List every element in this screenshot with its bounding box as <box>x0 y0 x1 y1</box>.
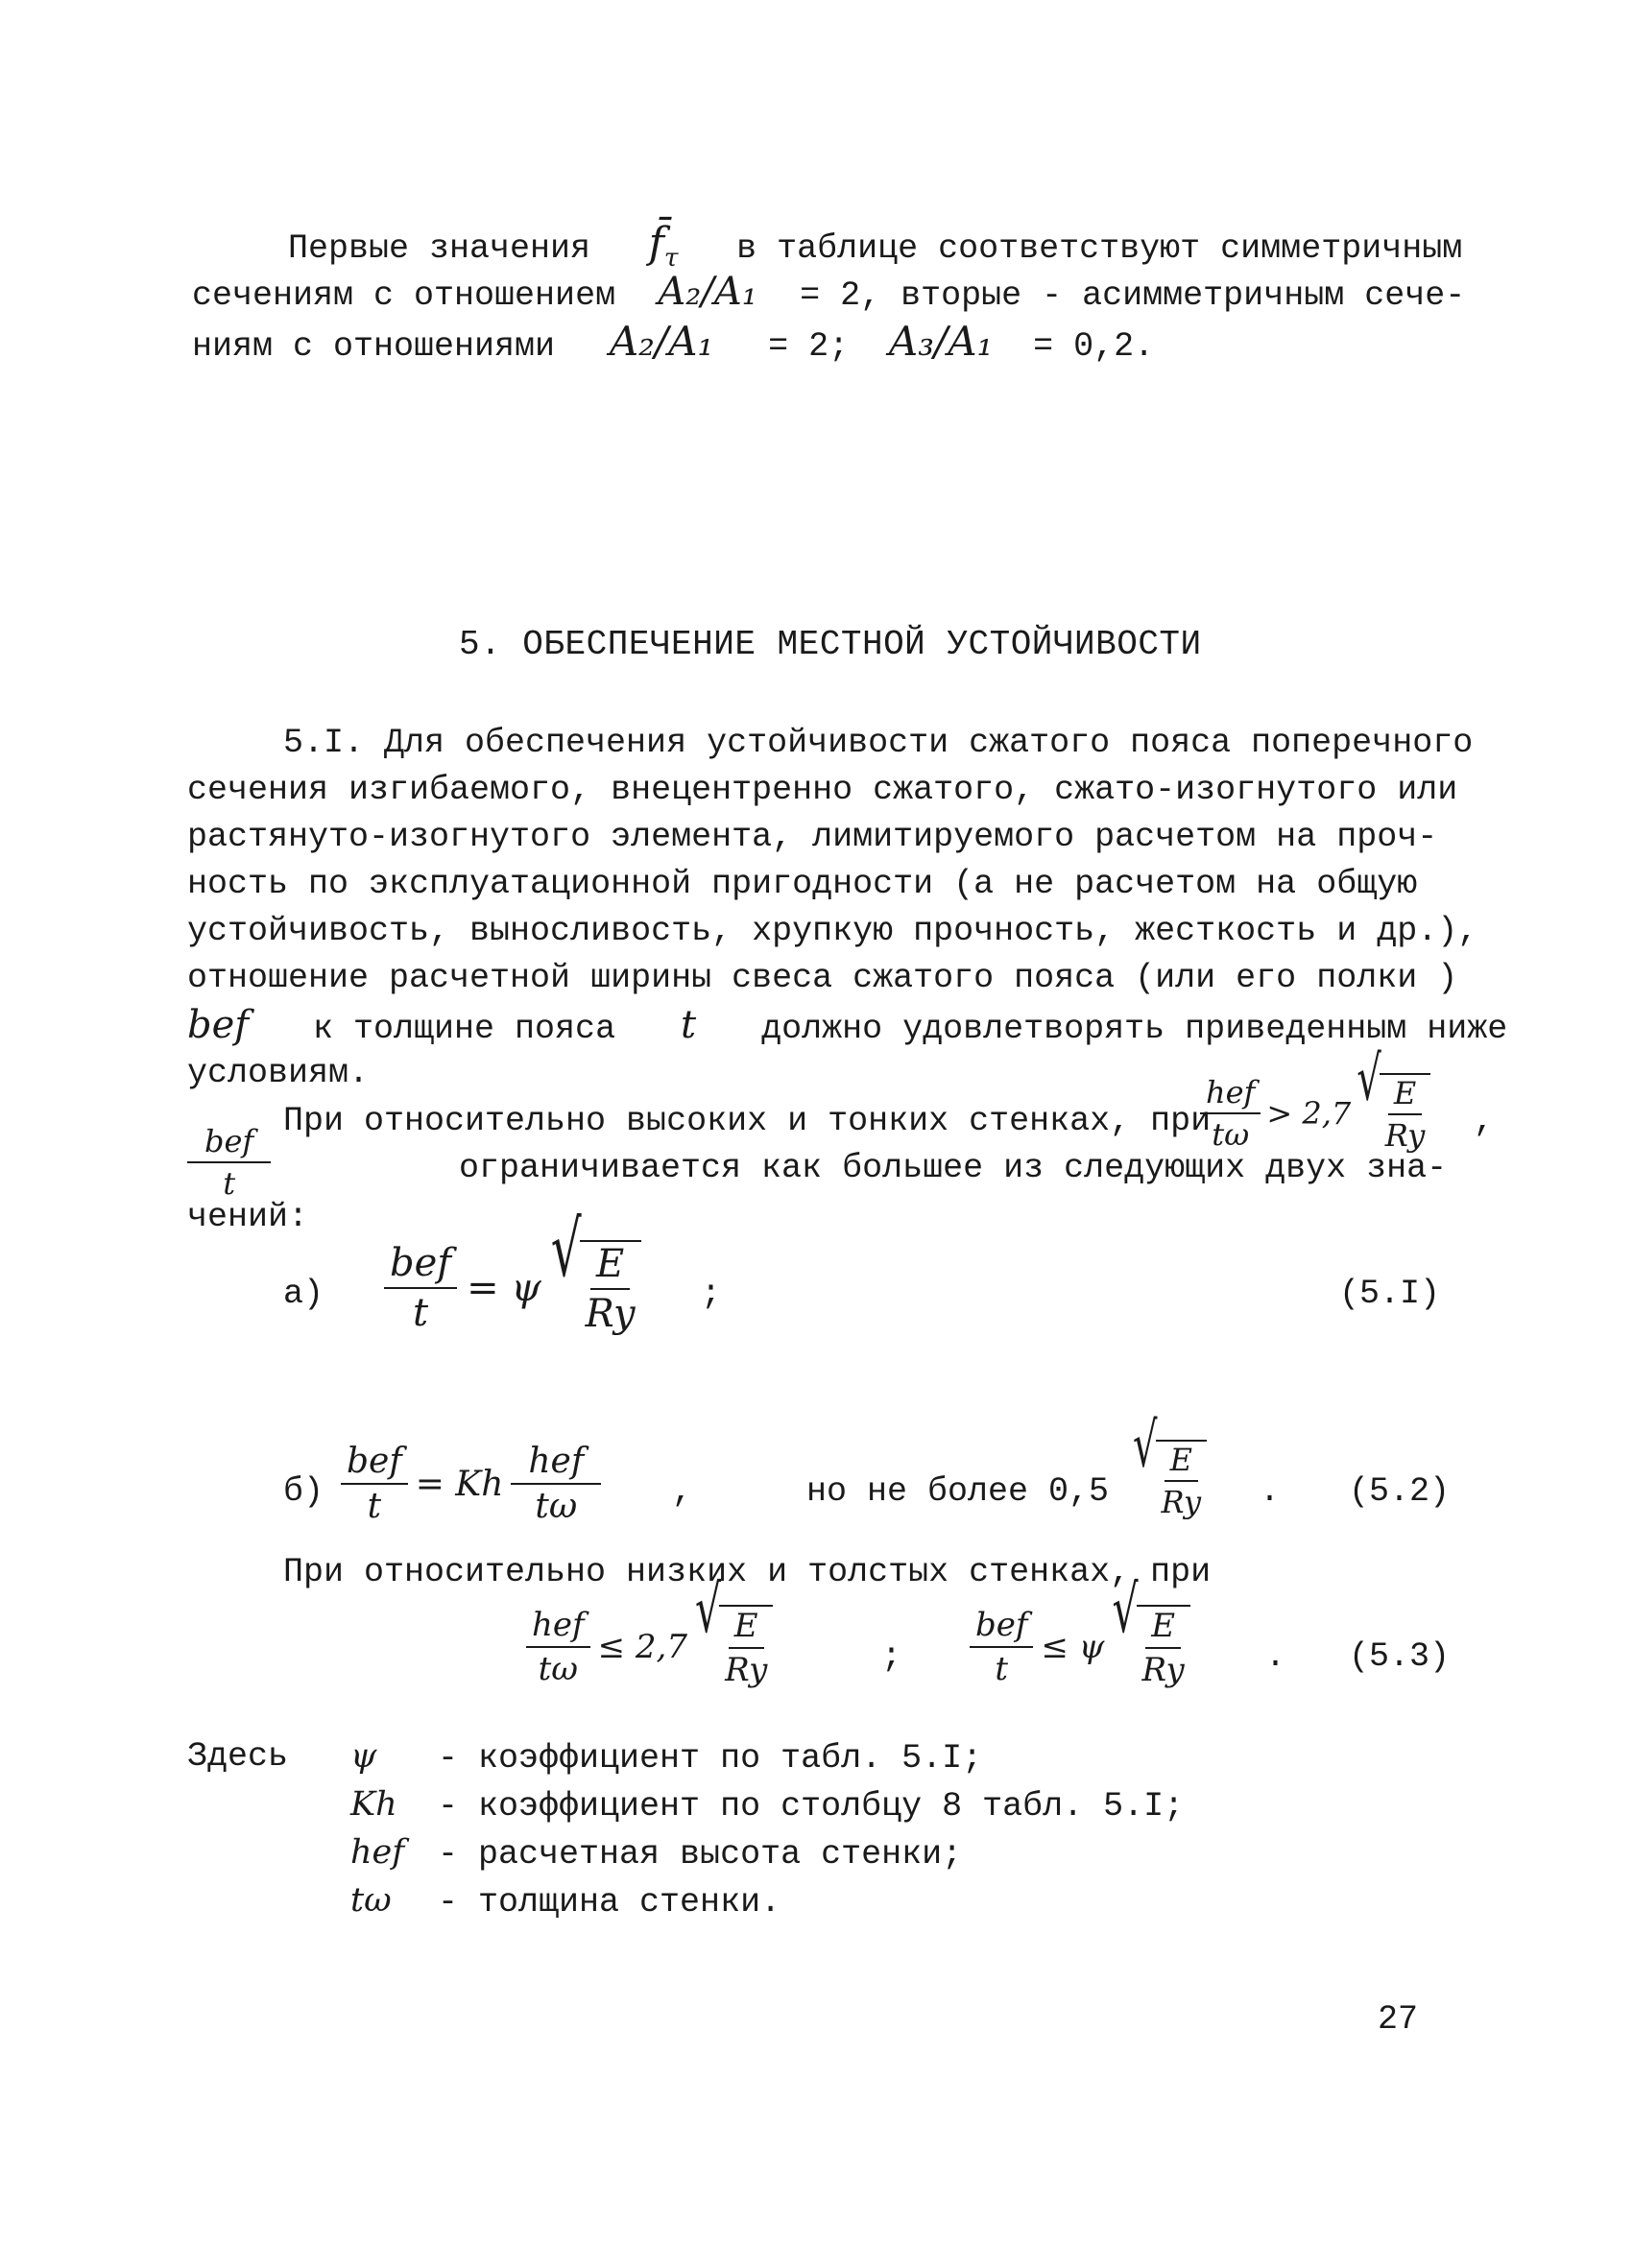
para1-line-1: 5.I. Для обеспечения устойчивости сжатого пояса поперечного <box>283 724 1474 762</box>
legend-row <box>350 1735 982 1779</box>
intro-text: = 0,2. <box>1033 327 1155 366</box>
fraction-denominator: t <box>367 1487 382 1526</box>
fraction-numerator: bef <box>187 1123 271 1163</box>
legend-row <box>350 1831 962 1875</box>
fraction-numerator: E <box>729 1607 764 1649</box>
sqrt-e-ry: √ $\frac{E}{Ry}$ <box>1112 1605 1189 1689</box>
fraction-numerator: hef <box>526 1606 590 1648</box>
eq3-dot: . <box>1265 1637 1286 1676</box>
fraction-numerator: hef <box>1200 1074 1261 1114</box>
eq2-label: б) <box>283 1472 324 1511</box>
equation-relation: = ψ <box>467 1266 541 1310</box>
fraction-bef-t <box>970 1606 1033 1688</box>
equation-relation: ≤ ψ <box>1041 1628 1105 1666</box>
condition-comma: , <box>1474 1102 1495 1140</box>
equation-relation: = Kh <box>415 1464 504 1504</box>
para-text: должно удовлетворять приведенным ниже <box>761 1010 1508 1048</box>
para1-line-6: отношение расчетной ширины свеса сжатого пояса (или его полки ) <box>187 959 1458 997</box>
sqrt-e-ry: √ $\frac{E}{Ry}$ <box>551 1240 641 1336</box>
legend-symbol: Kh <box>350 1785 397 1824</box>
intro-text: Первые значения <box>288 229 591 268</box>
eq2-text: но не более 0,5 <box>806 1472 1110 1511</box>
ratio-a2-a1: A₂/A₁ <box>658 270 757 314</box>
condition-coefficient: > 2,7 <box>1266 1095 1352 1132</box>
intro-text: = 2; <box>768 327 850 366</box>
fraction-denominator: Ry <box>725 1651 768 1689</box>
symbol-f: $f̄_\tau$ <box>648 219 679 274</box>
equation-relation: ≤ 2,7 <box>597 1628 687 1666</box>
para1-line-2: сечения изгибаемого, внецентренно сжатого, сжато-изогнутого или <box>187 771 1458 809</box>
equation-number-5-3: (5.3) <box>1349 1637 1451 1676</box>
legend-row <box>350 1783 1184 1827</box>
intro-text: сечениям с отношением <box>192 276 616 315</box>
fraction-denominator: Ry <box>585 1292 636 1336</box>
legend-text: - коэффициент по столбцу 8 табл. 5.I; <box>438 1787 1185 1826</box>
fraction-denominator: tω <box>538 1650 578 1688</box>
fraction-denominator: t <box>995 1650 1009 1688</box>
fraction-denominator: Ry <box>1161 1484 1202 1520</box>
page-number: 27 <box>1378 2000 1419 2039</box>
ratio-a3-a1: A₃/A₁ <box>888 318 994 365</box>
intro-text: = 2, вторые - асимметричным сече- <box>800 276 1466 315</box>
fraction-numerator: E <box>1145 1607 1181 1649</box>
para1-line-8: условиям. <box>187 1054 370 1092</box>
intro-text: в таблице соответствуют симметричным <box>736 229 1463 268</box>
fraction-denominator: tω <box>535 1487 578 1526</box>
equation-5-3-right <box>970 1573 1190 1689</box>
equation-5-2 <box>341 1442 601 1526</box>
symbol-t: t <box>681 1003 697 1047</box>
fraction-hef-tw <box>511 1442 601 1526</box>
intro-text: ниям с отношениями <box>192 327 556 366</box>
fraction-bef-t <box>341 1442 408 1526</box>
fraction-numerator: bef <box>970 1606 1033 1648</box>
fraction-numerator: bef <box>341 1442 408 1485</box>
para1-line-3: растянуто-изогнутого элемента, лимитируемого расчетом на проч- <box>187 818 1438 856</box>
eq1-label: а) <box>283 1275 324 1313</box>
fraction-denominator: Ry <box>1141 1651 1185 1689</box>
fraction-numerator: bef <box>384 1241 457 1289</box>
fraction-numerator: E <box>1388 1075 1422 1115</box>
condition-high-web <box>1200 1044 1430 1154</box>
sqrt-e-ry: √ $\frac{E}{Ry}$ <box>695 1605 773 1689</box>
para1-line-7 <box>187 1004 1507 1050</box>
fraction-denominator: tω <box>1212 1116 1250 1153</box>
fraction-numerator: E <box>590 1242 630 1290</box>
legend-intro: Здесь <box>187 1737 289 1776</box>
fraction-denominator: t <box>223 1165 236 1202</box>
fraction-hef-tw <box>526 1606 590 1688</box>
symbol-bef: bef <box>187 1003 250 1047</box>
equation-number-5-1: (5.I) <box>1339 1275 1441 1313</box>
fraction-bef-t <box>187 1123 271 1202</box>
legend-text: - расчетная высота стенки; <box>438 1835 963 1874</box>
para1-line-4: ность по эксплуатационной пригодности (а не расчетом на общую <box>187 865 1418 903</box>
fraction-bef-t <box>384 1241 457 1335</box>
eq2-tail: , <box>672 1472 693 1511</box>
legend-row <box>350 1879 780 1923</box>
para2-line-3: чений: <box>187 1198 309 1236</box>
equation-number-5-2: (5.2) <box>1349 1472 1451 1511</box>
fraction-denominator: t <box>413 1291 429 1335</box>
ratio-a2-a1: A₂/A₁ <box>609 318 714 365</box>
fraction-denominator: Ry <box>1384 1117 1426 1154</box>
legend-text: - толщина стенки. <box>438 1883 781 1922</box>
equation-5-1 <box>384 1205 641 1336</box>
eq2-dot: . <box>1260 1472 1281 1511</box>
eq3-separator: ; <box>881 1637 902 1676</box>
legend-symbol: ψ <box>350 1737 377 1776</box>
legend-symbol: hef <box>350 1833 405 1872</box>
eq1-tail: ; <box>701 1275 722 1313</box>
fraction-numerator: hef <box>511 1442 601 1485</box>
intro-line-3 <box>192 318 1155 368</box>
fraction-hef-tw <box>1200 1074 1261 1153</box>
para2-line-1: При относительно высоких и тонких стенках, при <box>283 1102 1212 1140</box>
para2-line-2: ограничивается как большее из следующих двух зна- <box>459 1149 1448 1187</box>
section-heading: 5. ОБЕСПЕЧЕНИЕ МЕСТНОЙ УСТОЙЧИВОСТИ <box>459 625 1202 664</box>
para-text: к толщине пояса <box>313 1010 616 1048</box>
legend-text: - коэффициент по табл. 5.I; <box>438 1739 983 1778</box>
para1-line-5: устойчивость, выносливость, хрупкую прочность, жесткость и др.), <box>187 912 1478 950</box>
legend-symbol: tω <box>350 1881 392 1920</box>
intro-line-2 <box>192 271 1465 317</box>
fraction-numerator: E <box>1165 1442 1198 1482</box>
sqrt-e-ry: √ $\frac{E}{Ry}$ <box>1357 1073 1430 1154</box>
para3-line-1: При относительно низких и толстых стенках, при <box>283 1553 1212 1591</box>
equation-5-3-left <box>526 1573 773 1689</box>
sqrt-e-ry: √ $\frac{E}{Ry}$ <box>1133 1440 1207 1520</box>
